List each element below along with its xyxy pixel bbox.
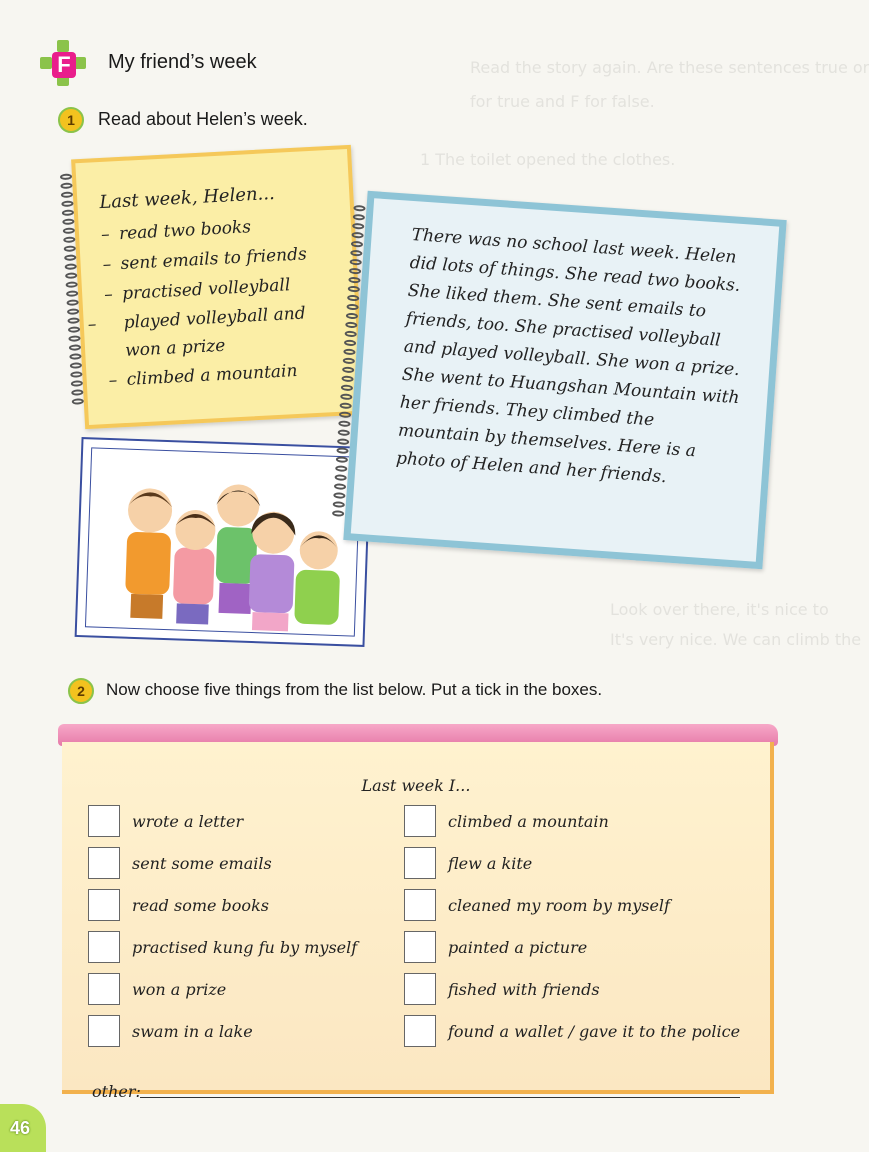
task-number-badge: 2 xyxy=(68,678,94,704)
tick-box[interactable] xyxy=(88,931,120,963)
tick-box[interactable] xyxy=(404,805,436,837)
notebook-activity-list xyxy=(87,208,347,396)
helen-story-text: There was no school last week. Helen did lots of things. She read two books. She liked them. She sent emails to friends, too. She practised volleyball and played volleyball. She won a prize. She went to Huangshan Mountain with her friends. They climbed the mountain by themselves. Here is a photo of Helen and her friends. xyxy=(395,224,741,488)
tick-box[interactable] xyxy=(88,1015,120,1047)
tick-box[interactable] xyxy=(404,1015,436,1047)
tick-box[interactable] xyxy=(88,805,120,837)
tick-option[interactable] xyxy=(88,1014,253,1048)
option-label: sent some emails xyxy=(132,853,272,873)
tick-box[interactable] xyxy=(88,889,120,921)
tick-option[interactable] xyxy=(88,972,226,1006)
spiral-binding xyxy=(60,173,86,407)
friends-photo xyxy=(75,437,372,647)
option-label: cleaned my room by myself xyxy=(448,895,670,915)
tick-option[interactable] xyxy=(404,846,532,880)
tick-option[interactable] xyxy=(404,972,600,1006)
tick-box[interactable] xyxy=(404,973,436,1005)
option-label: practised kung fu by myself xyxy=(132,937,358,957)
tick-option[interactable] xyxy=(88,888,269,922)
bleed-through-text: 1 The toilet opened the clothes. xyxy=(420,150,676,169)
panel-body xyxy=(62,742,774,1101)
children-group-illustration xyxy=(86,448,364,637)
page-number-tab xyxy=(0,1104,46,1152)
bleed-through-text: It's very nice. We can climb the xyxy=(610,630,862,649)
option-label: painted a picture xyxy=(448,937,588,957)
blue-notebook xyxy=(343,191,786,569)
tick-option[interactable] xyxy=(88,846,272,880)
bleed-through-text: Look over there, it's nice to xyxy=(610,600,829,619)
tick-box[interactable] xyxy=(404,931,436,963)
other-answer-line[interactable] xyxy=(140,1097,740,1098)
notebook-list-heading: Last week, Helen... xyxy=(98,182,276,214)
tick-option[interactable] xyxy=(88,930,357,964)
list-item: – played volleyball and won a prize xyxy=(87,303,307,361)
list-item: – practised volleyball xyxy=(103,275,291,305)
tick-box[interactable] xyxy=(88,973,120,1005)
list-item: – climbed a mountain xyxy=(108,360,298,391)
tick-option[interactable] xyxy=(88,804,243,838)
option-label: fished with friends xyxy=(448,979,600,999)
tick-option[interactable] xyxy=(404,888,670,922)
option-label: climbed a mountain xyxy=(448,811,609,831)
option-label: found a wallet / gave it to the police xyxy=(448,1021,741,1041)
list-item: – read two books xyxy=(100,217,252,246)
section-title: My friend’s week xyxy=(108,51,257,73)
bleed-through-text: Read the story again. Are these sentences true or xyxy=(470,58,869,77)
task2-instruction: Now choose five things from the list below. Put a tick in the boxes. xyxy=(106,680,603,699)
option-label: wrote a letter xyxy=(132,811,244,831)
tick-option[interactable] xyxy=(404,1014,740,1048)
tick-box[interactable] xyxy=(404,847,436,879)
tick-box[interactable] xyxy=(404,889,436,921)
option-label: flew a kite xyxy=(448,853,533,873)
section-letter-badge xyxy=(40,40,86,86)
list-item: – sent emails to friends xyxy=(102,244,308,275)
choice-list-heading: Last week I... xyxy=(361,776,471,795)
page-number: 46 xyxy=(10,1118,31,1138)
yellow-notebook xyxy=(71,145,365,429)
task-number-badge: 1 xyxy=(58,107,84,133)
activity-choice-panel xyxy=(58,724,778,1101)
bleed-through-text: for true and F for false. xyxy=(470,92,655,111)
task1-instruction: Read about Helen’s week. xyxy=(98,109,308,129)
other-label: other: xyxy=(92,1082,141,1101)
tick-box[interactable] xyxy=(88,847,120,879)
tick-option[interactable] xyxy=(404,930,587,964)
option-label: read some books xyxy=(132,895,269,915)
option-label: won a prize xyxy=(132,979,227,999)
tick-option[interactable] xyxy=(404,804,609,838)
option-label: swam in a lake xyxy=(132,1021,253,1041)
section-letter: F xyxy=(52,52,76,78)
